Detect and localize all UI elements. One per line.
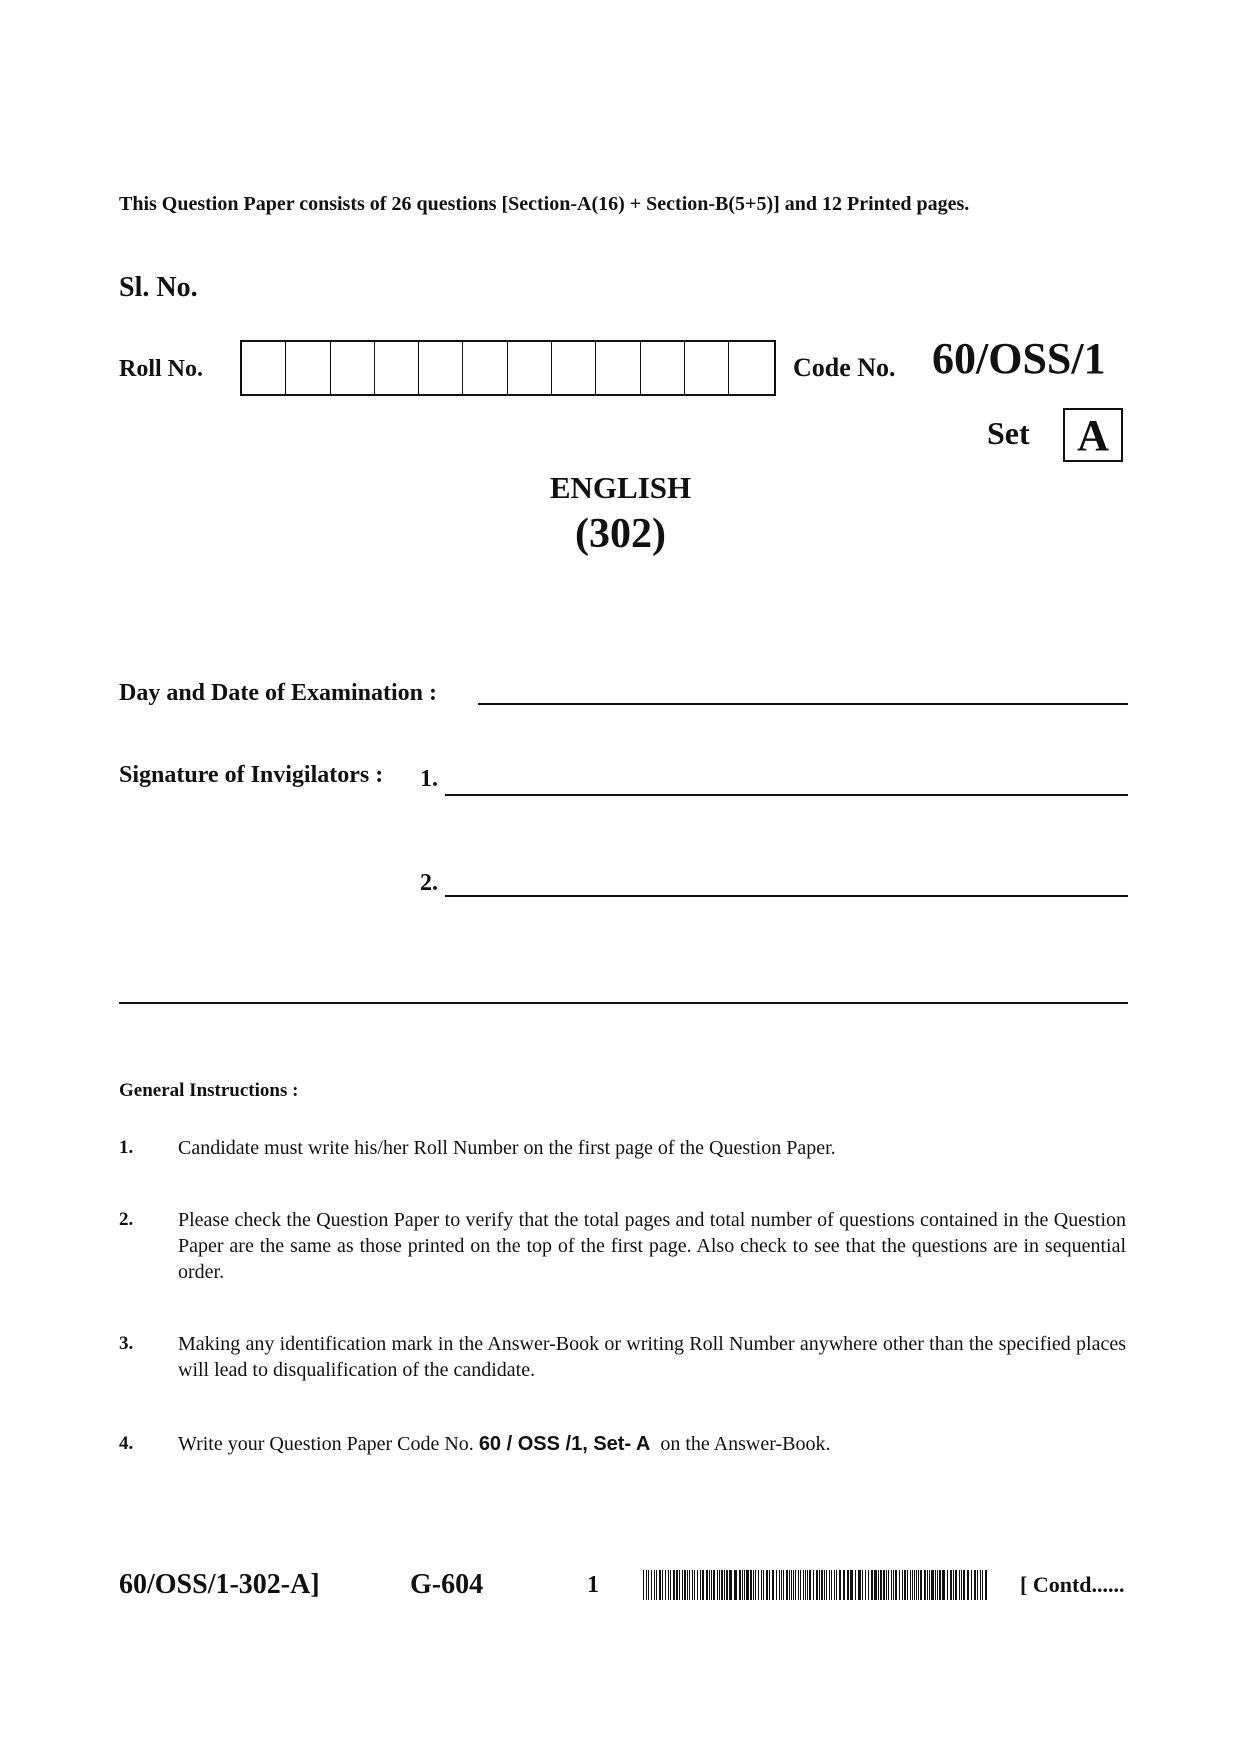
roll-number-cell[interactable] (463, 342, 507, 394)
invigilator-1-line[interactable] (445, 794, 1128, 796)
code-number-label: Code No. (793, 353, 896, 382)
roll-number-cell[interactable] (242, 342, 286, 394)
instruction-text-part: Write your Question Paper Code No. (178, 1433, 479, 1455)
subject-name: ENGLISH (549, 470, 692, 505)
instruction-text: Please check the Question Paper to verify that the total pages and total number of questions contained in the Question Paper are the same as those printed on the top of the first page. Also check to see that the questions are in sequential order. (178, 1209, 1126, 1283)
footer-page-number: 1 (587, 1572, 599, 1598)
instruction-text: Candidate must write his/her Roll Number on the first page of the Question Paper. (178, 1137, 836, 1159)
footer-series: G-604 (410, 1569, 484, 1600)
roll-number-cell[interactable] (375, 342, 419, 394)
section-divider (119, 1002, 1128, 1004)
exam-date-line[interactable] (478, 703, 1128, 705)
roll-number-cell[interactable] (286, 342, 330, 394)
instruction-number: 3. (119, 1333, 134, 1354)
instruction-text-part: on the Answer-Book. (650, 1433, 831, 1455)
invigilator-1-number: 1. (420, 766, 438, 792)
serial-number-label: Sl. No. (119, 272, 198, 303)
roll-number-cell[interactable] (419, 342, 463, 394)
roll-number-cell[interactable] (552, 342, 596, 394)
instruction-number: 1. (119, 1137, 134, 1158)
invigilators-label: Signature of Invigilators : (119, 762, 384, 788)
paper-summary-line: This Question Paper consists of 26 questions [Section-A(16) + Section-B(5+5)] and 12 Printed pages. (119, 193, 970, 215)
roll-number-cell[interactable] (331, 342, 375, 394)
instruction-text: Making any identification mark in the Answer-Book or writing Roll Number anywhere other than the specified places will lead to disqualification of the candidate. (178, 1333, 1126, 1381)
instructions-heading: General Instructions : (119, 1080, 299, 1101)
set-label: Set (987, 415, 1030, 451)
barcode-icon (643, 1570, 988, 1600)
exam-date-label: Day and Date of Examination : (119, 680, 438, 706)
roll-number-label: Roll No. (119, 356, 203, 382)
set-value-box: A (1063, 408, 1123, 462)
instruction-number: 4. (119, 1433, 134, 1454)
invigilator-2-line[interactable] (445, 895, 1128, 897)
footer-continued: [ Contd...... (1020, 1572, 1125, 1597)
instruction-number: 2. (119, 1209, 134, 1230)
roll-number-cell[interactable] (685, 342, 729, 394)
subject-code: (302) (575, 511, 666, 557)
roll-number-cell[interactable] (508, 342, 552, 394)
instruction-text (178, 1431, 1126, 1457)
roll-number-cell[interactable] (729, 342, 773, 394)
code-number-value: 60/OSS/1 (932, 334, 1106, 383)
invigilator-2-number: 2. (420, 870, 438, 896)
roll-number-cell[interactable] (596, 342, 640, 394)
roll-number-cell[interactable] (641, 342, 685, 394)
roll-number-boxes[interactable] (240, 340, 776, 396)
instruction-code-bold: 60 / OSS /1, Set- A (478, 1433, 651, 1455)
footer-paper-code: 60/OSS/1-302-A] (119, 1569, 320, 1600)
